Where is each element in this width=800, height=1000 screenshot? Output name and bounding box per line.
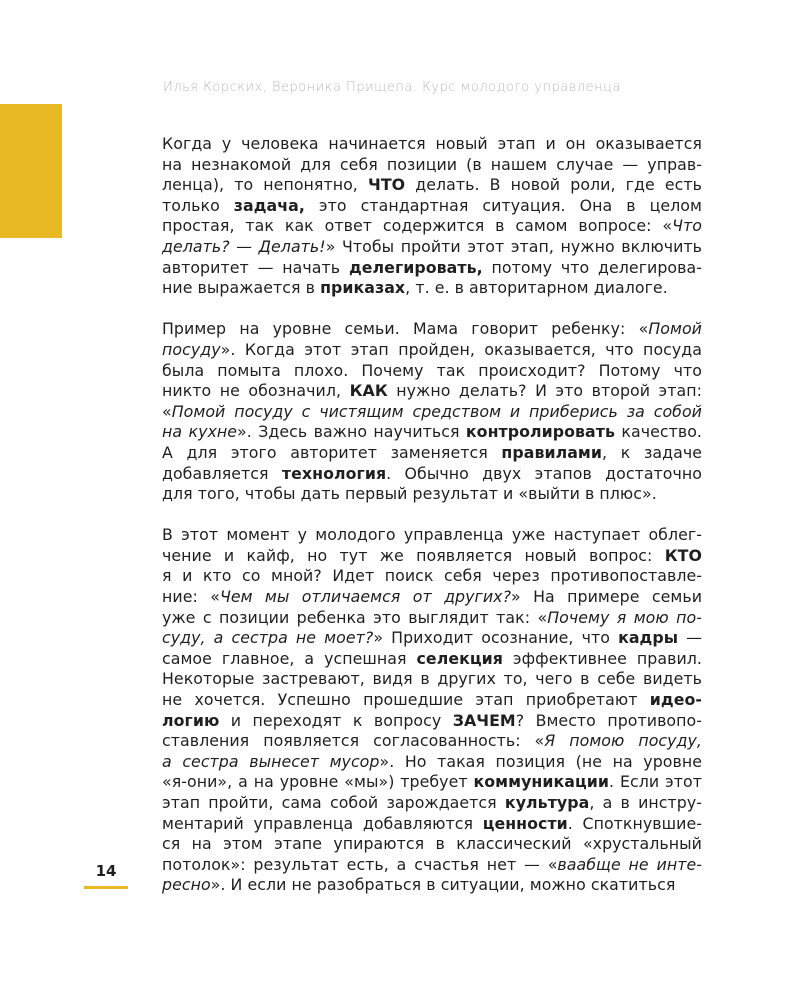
- text-run: «: [162, 401, 172, 421]
- bold-term: кадры: [618, 628, 679, 648]
- text-line: [162, 834, 702, 855]
- text-run: ментарий управленца добавляются: [162, 813, 483, 833]
- body-text: [162, 134, 702, 917]
- italic-quote: Я помою посуду,: [544, 731, 703, 751]
- bold-term: правилами: [501, 442, 603, 462]
- text-line: [162, 484, 702, 505]
- text-line: [162, 402, 702, 423]
- text-run: А для этого авторитет заменяется: [162, 442, 502, 462]
- text-line: [162, 587, 702, 608]
- text-line: [162, 690, 702, 711]
- text-run: , к задаче: [602, 442, 703, 462]
- text-line: [162, 196, 702, 217]
- italic-quote: а сестра вынесет мусор: [162, 751, 380, 771]
- text-line: [162, 711, 702, 732]
- text-run: ние: «: [162, 587, 220, 607]
- text-run: ». И если не разобраться в ситуации, можно скатиться: [210, 875, 676, 895]
- italic-quote: Что: [672, 216, 702, 236]
- text-run: потолок»: результат есть, а счастья нет — «: [162, 854, 558, 874]
- text-line: [162, 731, 702, 752]
- paragraph: [162, 319, 702, 504]
- italic-quote: суду, а сестра не моет?: [162, 628, 374, 648]
- italic-quote: на кухне: [162, 422, 238, 442]
- text-run: никто не обозначил,: [162, 381, 350, 401]
- text-run: не хочется. Успешно прошедшие этап приобретают: [162, 690, 650, 710]
- text-run: ? Вместо противопо-: [515, 710, 702, 730]
- text-run: » Чтобы пройти этот этап, нужно включить: [325, 236, 703, 256]
- text-run: только: [162, 195, 234, 215]
- text-run: добавляется: [162, 463, 282, 483]
- text-run: и переходят к вопросу: [219, 710, 453, 730]
- italic-quote: делать? — Делать!: [162, 236, 326, 256]
- text-run: я и кто со мной? Идет поиск себя через противопоставле-: [162, 566, 702, 586]
- italic-quote: посуду: [162, 339, 221, 359]
- text-line: [162, 875, 702, 896]
- page-number: 14: [95, 862, 117, 880]
- text-run: ». Когда этот этап пройден, оказывается, что посуда: [220, 339, 702, 359]
- text-run: ся на этом этапе упираются в классический «хрустальный: [162, 834, 702, 854]
- text-run: » На примере семьи: [511, 587, 703, 607]
- text-line: [162, 752, 702, 773]
- text-run: уже с позиции ребенка это выглядит так: «: [162, 607, 548, 627]
- bold-term: коммуникации: [473, 772, 609, 792]
- text-line: [162, 566, 702, 587]
- bold-term: селекция: [416, 648, 503, 668]
- text-run: делать. В новой роли, где есть: [405, 175, 702, 195]
- italic-quote: Помой посуду с чистящим средством и приберись за собой: [171, 401, 702, 421]
- bold-term: ЧТО: [368, 175, 406, 195]
- italic-quote: Помой: [648, 319, 702, 339]
- bold-term: приказах: [320, 278, 406, 298]
- bold-term: КАК: [349, 381, 388, 401]
- text-line: [162, 464, 702, 485]
- text-line: [162, 361, 702, 382]
- italic-quote: ресно: [162, 875, 211, 895]
- paragraph: [162, 134, 702, 299]
- bold-term: логию: [162, 710, 220, 730]
- text-line: [162, 855, 702, 876]
- text-run: чение и кайф, но тут же появляется новый вопрос:: [162, 545, 665, 565]
- text-run: ние выражается в: [162, 278, 321, 298]
- text-run: потому что делегирова-: [482, 257, 702, 277]
- text-line: [162, 134, 702, 155]
- italic-quote: Чем мы отличаемся от других?: [219, 587, 512, 607]
- text-run: » Приходит осознание, что: [373, 628, 619, 648]
- text-run: , а в инстру-: [589, 793, 702, 812]
- text-line: [162, 216, 702, 237]
- text-line: [162, 319, 702, 340]
- accent-side-bar: [0, 104, 62, 238]
- text-run: качество.: [615, 422, 702, 442]
- text-line: [162, 175, 702, 196]
- text-run: , т. е. в авторитарном диалоге.: [405, 278, 668, 298]
- text-run: ». Здесь важно научиться: [237, 422, 466, 442]
- text-run: была помыта плохо. Почему так происходит? Потому что: [162, 360, 702, 380]
- text-line: [162, 669, 702, 690]
- text-line: [162, 278, 702, 299]
- text-run: эффективнее правил.: [502, 648, 702, 668]
- bold-term: КТО: [664, 545, 702, 565]
- text-line: [162, 628, 702, 649]
- bold-term: технология: [281, 463, 387, 483]
- bold-term: контролировать: [465, 422, 616, 442]
- text-line: [162, 608, 702, 629]
- text-run: Когда у человека начинается новый этап и он оказывается: [162, 134, 702, 153]
- bold-term: идео-: [649, 690, 702, 710]
- text-line: [162, 649, 702, 670]
- bold-term: ЗАЧЕМ: [452, 710, 516, 730]
- text-line: [162, 422, 702, 443]
- bold-term: делегировать,: [348, 257, 483, 277]
- text-line: [162, 546, 702, 567]
- text-run: самое главное, а успешная: [162, 648, 417, 668]
- text-run: «я-они», а на уровне «мы») требует: [162, 772, 474, 792]
- text-line: [162, 258, 702, 279]
- italic-quote: ваабще не инте-: [557, 854, 702, 874]
- text-line: [162, 237, 702, 258]
- text-run: это стандартная ситуация. Она в целом: [304, 195, 702, 215]
- text-line: [162, 155, 702, 176]
- italic-quote: Почему я мою по-: [547, 607, 702, 627]
- text-run: Некоторые застревают, видя в других то, чего в себе видеть: [162, 669, 702, 689]
- text-run: —: [678, 628, 702, 648]
- text-line: [162, 525, 702, 546]
- text-run: авторитет — начать: [162, 257, 349, 277]
- text-run: ленца), то непонятно,: [162, 175, 368, 195]
- bold-term: ценности: [482, 813, 568, 833]
- bold-term: задача,: [233, 195, 305, 215]
- text-run: . Обычно двух этапов достаточно: [386, 463, 702, 483]
- paragraph: [162, 525, 702, 896]
- running-header: Илья Корских, Вероника Прищепа. Курс молодого управленца: [163, 80, 621, 95]
- text-line: [162, 793, 702, 814]
- text-run: этап пройти, сама собой зарождается: [162, 793, 505, 812]
- text-run: на незнакомой для себя позиции (в нашем случае — управ-: [162, 154, 702, 174]
- text-run: ». Но такая позиция (не на уровне: [379, 751, 702, 771]
- text-run: В этот момент у молодого управленца уже наступает облег-: [162, 525, 702, 545]
- page-number-underline: [84, 886, 128, 889]
- text-run: для того, чтобы дать первый результат и «выйти в плюс».: [162, 484, 657, 504]
- text-line: [162, 772, 702, 793]
- text-line: [162, 814, 702, 835]
- text-run: . Споткнувшие-: [567, 813, 702, 833]
- text-run: Пример на уровне семьи. Мама говорит ребенку: «: [162, 319, 649, 339]
- text-run: . Если этот: [609, 772, 702, 792]
- bold-term: культура: [504, 793, 590, 812]
- text-run: ставления появляется согласованность: «: [162, 731, 545, 751]
- text-run: простая, так как ответ содержится в самом вопросе: «: [162, 216, 673, 236]
- text-line: [162, 381, 702, 402]
- text-run: нужно делать? И это второй этап:: [387, 381, 702, 401]
- text-line: [162, 340, 702, 361]
- text-line: [162, 443, 702, 464]
